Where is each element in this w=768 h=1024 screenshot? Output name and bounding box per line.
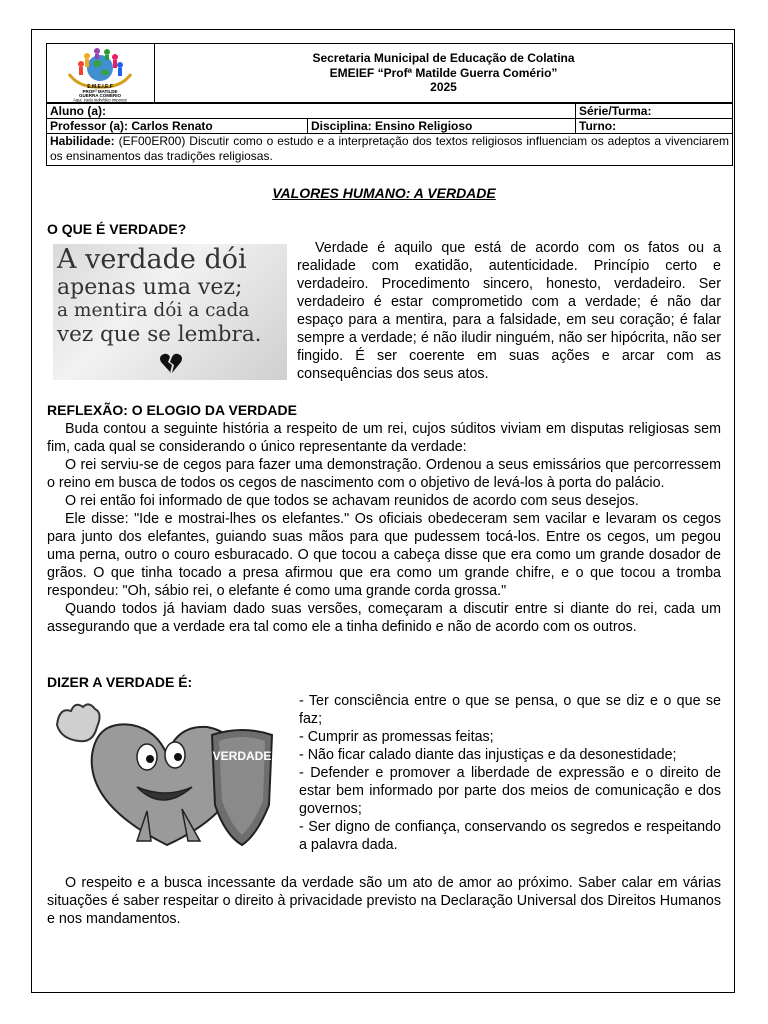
habilidade-label: Habilidade:	[50, 134, 115, 148]
svg-text:E.M.E.I.E.F: E.M.E.I.E.F	[87, 84, 113, 90]
verdade-definition: Verdade é aquilo que está de acordo com os fatos ou a realidade com exatidão, autenticidade. Princípio certo e verdadeiro. Procedimento sincero, honesto, verdadeiro. Ser verdadeiro é estar comprometido com a verdade; é não dar espaço para a mentira, para a falsidade, em seu coração; é falar sempre a verdade; é não iludir ninguém, não ser hipócrita, não ser fingido. É ser coerente em suas ações e arcar com as consequências dos seus atos.	[297, 240, 721, 382]
header-school-name: EMEIEF “Profª Matilde Guerra Comério”	[329, 65, 558, 80]
story-paragraph: Buda contou a seguinte história a respeito de um rei, cujos súditos viviam em disputas religiosas sem fim, cada qual se considerando o único representante da verdade:	[47, 421, 721, 455]
verdade-shield-icon	[212, 730, 272, 845]
section1-text	[297, 239, 721, 383]
svg-text:PROFª MATILDE: PROFª MATILDE	[82, 89, 118, 94]
heart-shield-illustration	[47, 695, 287, 855]
section3-list	[299, 692, 721, 854]
professor-field: Professor (a): Carlos Renato	[47, 119, 308, 134]
header-secretaria: Secretaria Municipal de Educação de Colatina	[312, 51, 575, 65]
student-info-table	[46, 103, 733, 166]
school-logo	[47, 44, 155, 102]
section2-heading: REFLEXÃO: O ELOGIO DA VERDADE	[47, 402, 297, 418]
list-item: - Ter consciência entre o que se pensa, o que se diz e o que se faz;	[299, 693, 721, 727]
story-paragraph: O rei então foi informado de que todos se achavam reunidos de acordo com seus desejos.	[65, 493, 639, 509]
section1-heading: O QUE É VERDADE?	[47, 221, 187, 237]
closing-paragraph: O respeito e a busca incessante da verdade são um ato de amor ao próximo. Saber calar em várias situações é saber respeitar o direito à privacidade previsto na Declaração Universal dos Direitos Humanos e nos mandamentos.	[47, 875, 721, 927]
story-paragraph: Quando todos já haviam dado suas versões, começaram a discutir entre si diante do rei, cada um assegurando que a verdade era tal como ele a tinha definido e não de acordo com os outros.	[47, 601, 721, 635]
story-paragraph: O rei serviu-se de cegos para fazer uma demonstração. Ordenou a seus emissários que percorressem o reino em busca de todos os cegos de nascimento com o objetivo de levá-los à porta do palácio.	[47, 457, 721, 491]
section3-heading: DIZER A VERDADE É:	[47, 674, 193, 690]
logo-people-ring-icon	[69, 48, 131, 87]
story-paragraph: Ele disse: "Ide e mostrai-lhes os elefantes." Os oficiais obedeceram sem vacilar e levaram os cegos para junto dos elefantes, guiando suas mãos para que pudessem tocá-los. Entre os cegos, um pegou uma perna, outro o couro esburacado. O que tocou a cabeça disse que era como um grande dosador de grãos. O que tinha tocado a presa afirmou que era como um grande chifre, e o que tocou a tromba respondeu: "Oh, sábio rei, o elefante é como uma grande corda grossa."	[47, 511, 721, 599]
serie-field[interactable]: Série/Turma:	[576, 104, 733, 119]
header-year: 2025	[430, 80, 457, 94]
quote-line-4: vez que se lembra.	[57, 322, 262, 347]
closing-text	[47, 874, 721, 928]
list-item: - Ser digno de confiança, conservando os segredos e respeitando a palavra dada.	[299, 819, 721, 853]
svg-text:Aqui, cada indivíduo importa!: Aqui, cada indivíduo importa!	[72, 97, 128, 102]
svg-text:GUERRA COMÉRIO: GUERRA COMÉRIO	[78, 93, 122, 98]
page-title: VALORES HUMANO: A VERDADE	[272, 185, 496, 201]
habilidade-text: (EF00ER00) Discutir como o estudo e a interpretação dos textos religiosos influenciam os adeptos a vivenciarem os ensinamentos das tradições religiosas.	[50, 134, 729, 163]
habilidade-cell	[47, 134, 733, 166]
verdade-quote-image	[53, 244, 287, 380]
list-item: - Defender e promover a liberdade de expressão e o direito de estar bem informado por parte dos meios de comunicação e dos governos;	[299, 765, 721, 817]
turno-field[interactable]: Turno:	[576, 119, 733, 134]
list-item: - Não ficar calado diante das injustiças e da desonestidade;	[299, 747, 677, 763]
disciplina-field: Disciplina: Ensino Religioso	[308, 119, 576, 134]
header-text	[155, 51, 732, 95]
quote-line-2: apenas uma vez;	[57, 275, 243, 300]
quote-line-3: a mentira dói a cada	[57, 300, 250, 321]
section2-text	[47, 420, 721, 636]
broken-heart-icon	[159, 352, 183, 374]
waving-hand-icon	[57, 704, 100, 741]
aluno-field[interactable]: Aluno (a):	[47, 104, 576, 119]
quote-line-1: A verdade dói	[57, 244, 247, 275]
shield-label: VERDADE	[212, 749, 272, 763]
school-header	[46, 43, 733, 103]
list-item: - Cumprir as promessas feitas;	[299, 729, 494, 745]
